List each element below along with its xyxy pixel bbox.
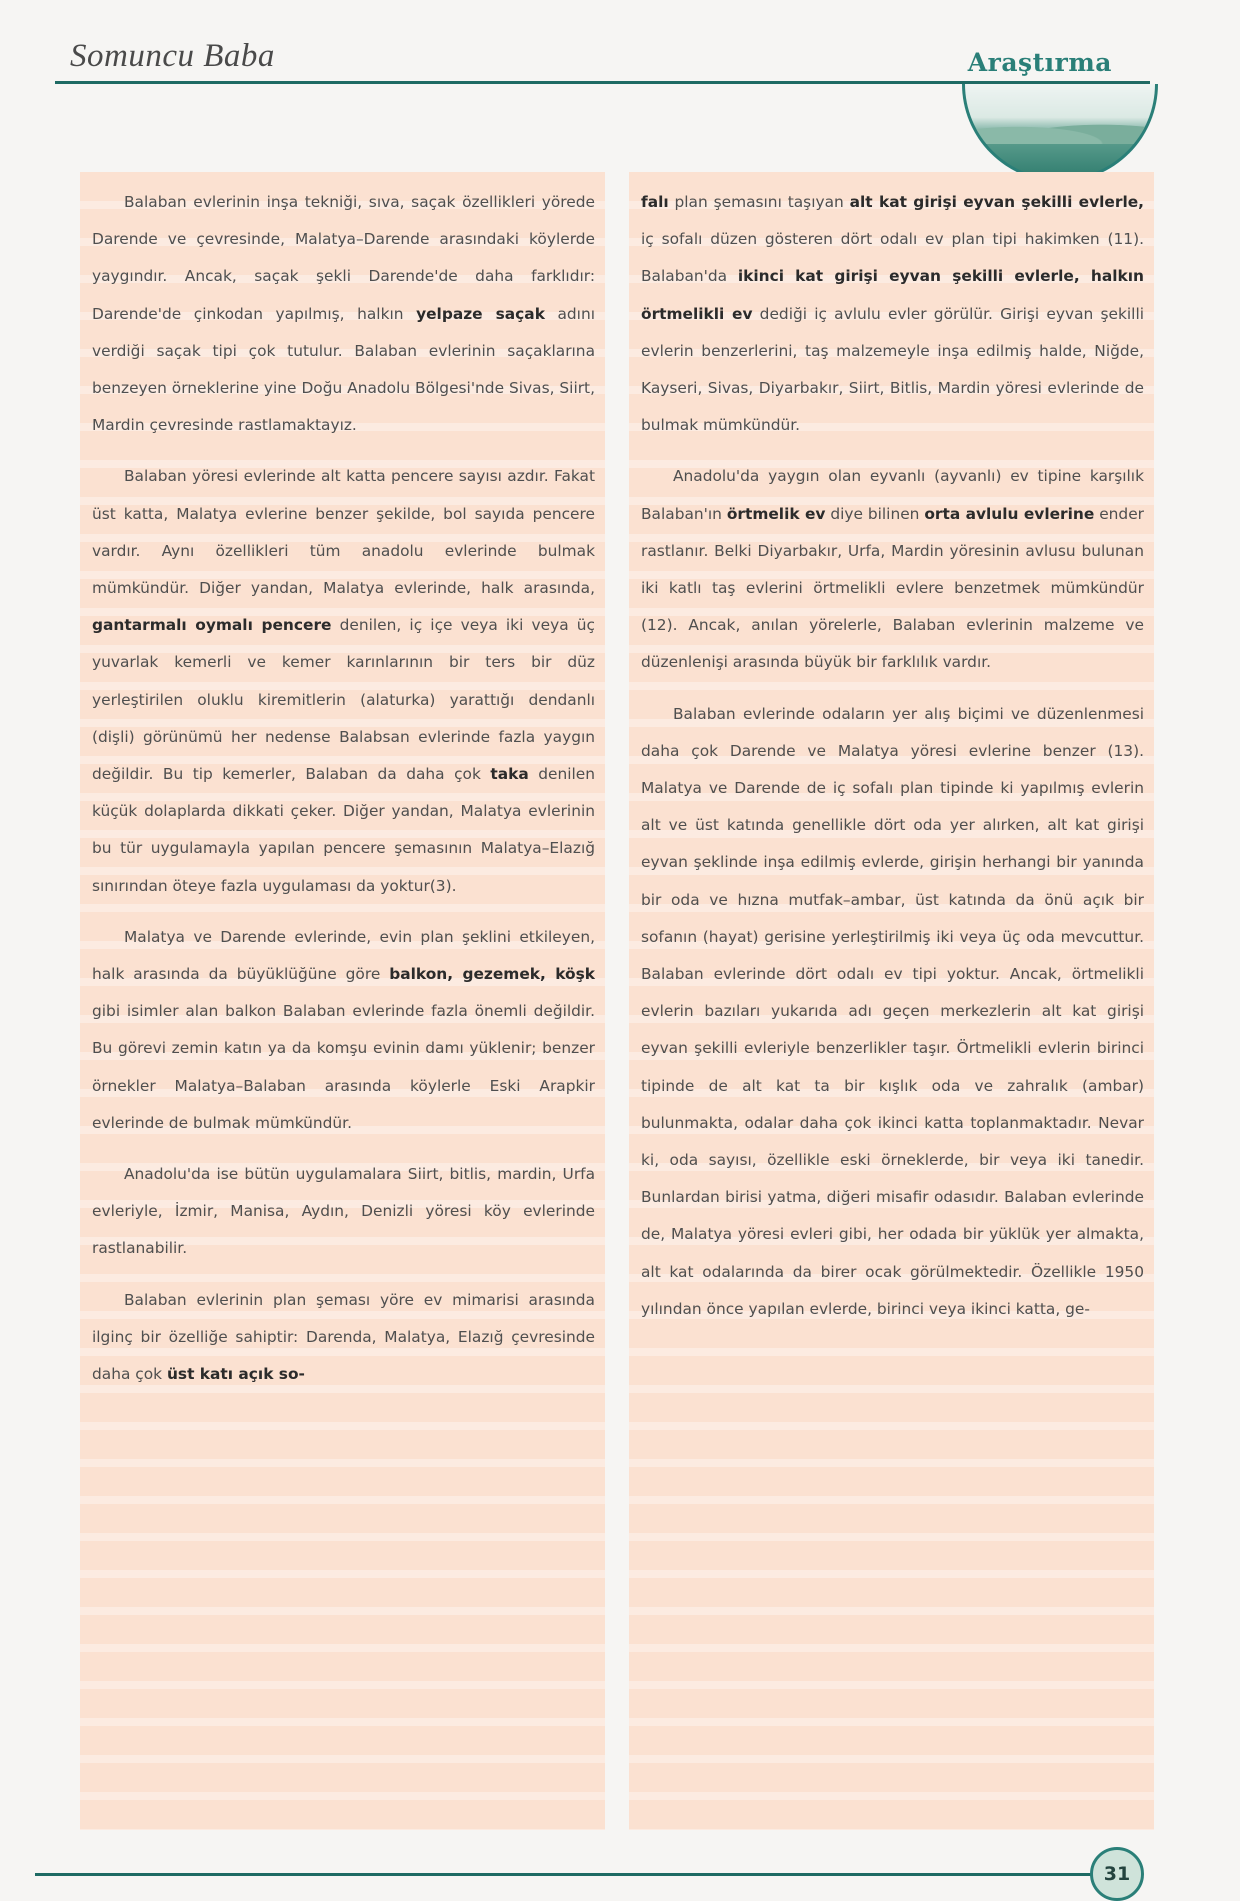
page-number: 31 (1090, 1847, 1144, 1901)
text-column-left (80, 172, 605, 1830)
footer-rule (35, 1873, 1095, 1876)
emphasized-term: alt kat girişi eyvan şekilli evlerle, (849, 193, 1145, 211)
paragraph: Balaban evlerinin plan şeması yöre ev mimarisi arasında ilginç bir özelliğe sahiptir: Darenda, Malatya, Elazığ çevresinde daha çok üst katı açık so- (92, 1290, 595, 1384)
paragraph: Malatya ve Darende evlerinde, evin plan şeklini etkileyen, halk arasında da büyüklüğüne göre balkon, gezemek, köşk gibi isimler alan balkon Balaban evlerinde fazla önemli değildir. Bu görevi zemin katın ya da komşu evinin damı yüklenir; benzer örnekler Malatya–Balaban arasında köylerle Eski Arapkir evlerinde de bulmak mümkündür. (92, 927, 595, 1132)
paragraph: Balaban yöresi evlerinde alt katta pencere sayısı azdır. Fakat üst katta, Malatya evlerine benzer şekilde, bol sayıda pencere vardır. Aynı özellikleri tüm anadolu evlerinde bulmak mümkündür. Diğer yandan, Malatya evlerinde, halk arasında, gantarmalı oymalı pencere denilen, iç içe veya iki veya üç yuvarlak kemerli ve kemer karınlarının bir ters bir düz yerleştirilen oluklu kiremitlerin (alaturka) yarattığı dendanlı (dişli) görünümü her nedense Balabsan evlerinde fazla yaygın değildir. Bu tip kemerler, Balaban da daha çok taka denilen küçük dolaplarda dikkati çeker. Diğer yandan, Malatya evlerinin bu tür uygulamayla yapılan pencere şemasının Malatya–Elazığ sınırından öteye fazla uygulaması da yoktur(3). (92, 467, 595, 895)
header-landscape-emblem (962, 84, 1158, 182)
paragraph: Anadolu'da yaygın olan eyvanlı (ayvanlı) ev tipine karşılık Balaban'ın örtmelik ev diye bilinen orta avlulu evlerine ender rastlanır. Belki Diyarbakır, Urfa, Mardin yöresinin avlusu bulunan iki katlı taş evlerini örtmelikli evlere benzetmek mümkündür (12). Ancak, anılan yörelerle, Balaban evlerinin malzeme ve düzenlenişi arasında büyük bir farklılık vardır. (641, 467, 1144, 672)
emphasized-term: orta avlulu evlerine (924, 504, 1095, 523)
paragraph: Balaban evlerinde odaların yer alış biçimi ve düzenlenmesi daha çok Darende ve Malatya yöresi evlerine benzer (13). Malatya ve Darende de iç sofalı plan tipinde ki yapılmış evlerin alt ve üst katında genellikle dört oda yer alırken, alt kat girişi eyvan şeklinde inşa edilmiş evlerde, girişin herhangi bir yanında bir oda ve hızna mutfak–ambar, üst katında da önü açık bir sofanın (hayat) gerisine yerleştirilmiş iki veya üç oda mevcuttur. Balaban evlerinde dört odalı ev tipi yoktur. Ancak, örtmelikli evlerin bazıları yukarıda adı geçen merkezlerin alt kat girişi eyvan şekilli evleriyle benzerlikler taşır. Örtmelikli evlerin birinci tipinde de alt kat ta bir kışlık oda ve zahralık (ambar) bulunmakta, odalar daha çok ikinci katta toplanmaktadır. Nevar ki, oda sayısı, özellikle eski örneklerde, bir veya iki tanedir. Bunlardan birisi yatma, diğeri misafir odasıdır. Balaban evlerinde de, Malatya yöresi evleri gibi, her odada bir yüklük yer almakta, alt kat odalarında da birer ocak görülmektedir. Özellikle 1950 yılından önce yapılan evlerde, birinci veya ikinci katta, ge- (641, 704, 1144, 1318)
section-label: Araştırma (967, 48, 1112, 77)
paragraph: falı plan şemasını taşıyan alt kat girişi eyvan şekilli evlerle, iç sofalı düzen gösteren dört odalı ev plan tipi hakimken (11). Balaban'da ikinci kat girişi eyvan şekilli evlerle, halkın örtmelikli ev dediği iç avlulu evler görülür. Girişi eyvan şekilli evlerin benzerlerini, taş malzemeyle inşa edilmiş halde, Niğde, Kayseri, Sivas, Diyarbakır, Siirt, Bitlis, Mardin yöresi evlerinde de bulmak mümkündür. (641, 193, 1145, 435)
magazine-title: Somuncu Baba (70, 38, 275, 74)
paragraph: Anadolu'da ise bütün uygulamalara Siirt, bitlis, mardin, Urfa evleriyle, İzmir, Manisa, Aydın, Denizli yöresi köy evlerinde rastlanabilir. (92, 1165, 595, 1258)
emphasized-term: örtmelik ev (726, 504, 826, 523)
text-column-right (629, 172, 1154, 1830)
emphasized-term: yelpaze saçak (416, 304, 545, 323)
emphasized-term: üst katı açık so- (166, 1365, 305, 1384)
emphasized-term: gantarmalı oymalı pencere (92, 616, 332, 635)
emphasized-term: ikinci kat girişi eyvan şekilli evlerle, halkın örtmelikli ev (641, 267, 1144, 323)
emphasized-term: falı (641, 193, 669, 211)
paragraph: Balaban evlerinin inşa tekniği, sıva, saçak özellikleri yörede Darende ve çevresinde, Malatya–Darende arasındaki köylerde yaygındır. Ancak, saçak şekli Darende'de daha farklıdır: Darende'de çinkodan yapılmış, halkın yelpaze saçak adını verdiği saçak tipi çok tutulur. Balaban evlerinin saçaklarına benzeyen örneklerine yine Doğu Anadolu Bölgesi'nde Sivas, Siirt, Mardin çevresinde rastlamaktayız. (92, 193, 595, 435)
article-body (80, 172, 1154, 1830)
emphasized-term: balkon, gezemek, köşk (389, 965, 595, 984)
emphasized-term: taka (490, 765, 529, 784)
